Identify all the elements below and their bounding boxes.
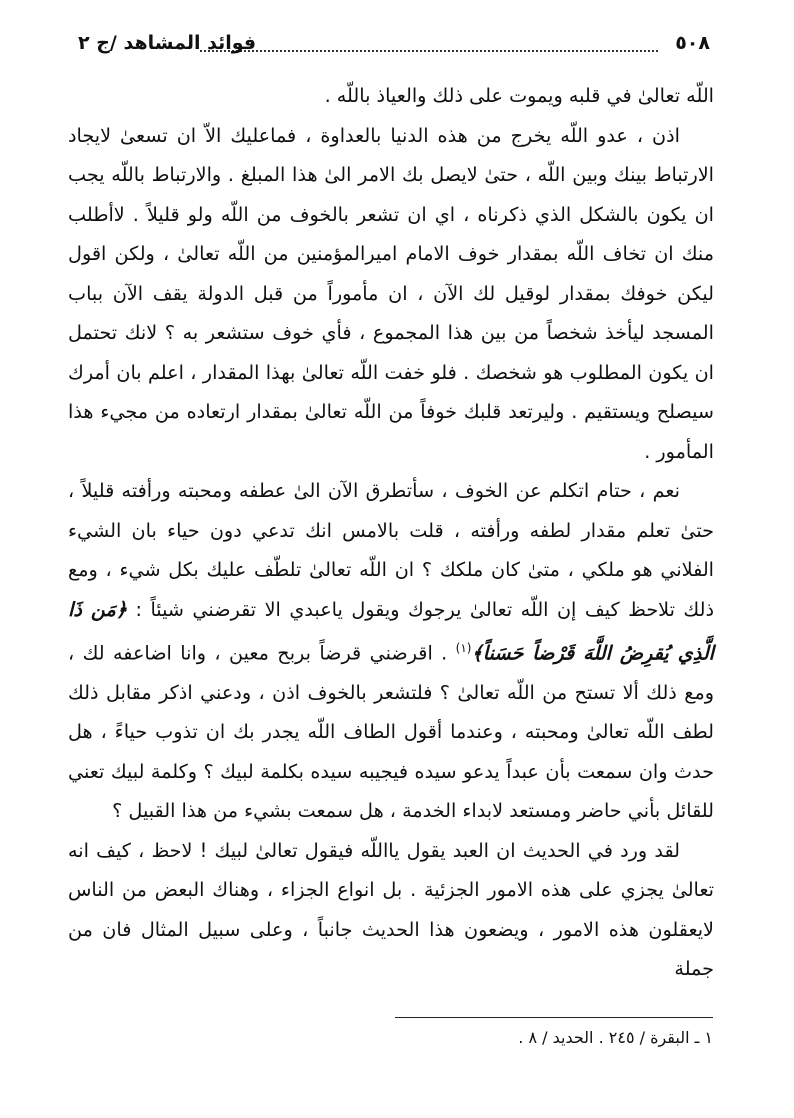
paragraph-text: نعم ، حتام اتكلم عن الخوف ، سأتطرق الآن الىٰ عطفه ومحبته ورأفته قليلاً ، حتىٰ تعلم مقدار لطفه ورأفته ، قلت بالامس انك تدعي دون حياء بان الشيء الفلاني هو ملكي ، متىٰ كان ملكك ؟ ان اللّه تعالىٰ تلطّف عليك بكل شيء ، ومع ذلك تلاحظ كيف إن اللّه تعالىٰ يرجوك ويقول ياعبدي الا تقرضني شيئاً :: [68, 479, 714, 621]
paragraph-text: . اقرضني قرضاً بربح معين ، وانا اضاعفه لك ، ومع ذلك ألا تستح من اللّه تعالىٰ ؟ فلتشعر بالخوف اذن ، ودعني اذكر مقابل ذلك لطف اللّه تعالىٰ ومحبته ، وعندما أقول الطاف اللّه يجدر بك ان تذوب حياءً ، هل حدث وان سمعت بأن عبداً يدعو سيده فيجيبه سيده بكلمة لبيك ؟ وكلمة لبيك تعني للقائل بأني حاضر ومستعد لابداء الخدمة ، هل سمعت بشيء من هذا القبيل ؟: [68, 641, 714, 823]
paragraph: اللّه تعالىٰ في قلبه ويموت على ذلك والعياذ باللّه .: [324, 84, 714, 107]
paragraph: [68, 471, 714, 831]
page-header: [78, 30, 710, 64]
footnote-divider: [395, 1017, 713, 1018]
quran-verse: ﴿مَن ذَا الَّذِي يُقرِضُ اللَّهَ قَرْضاً حَسَناً﴾: [68, 597, 714, 665]
page-number: ٥٠٨: [675, 32, 710, 54]
paragraph: اذن ، عدو اللّه يخرج من هذه الدنيا بالعداوة ، فماعليك الاّ ان تسعىٰ لايجاد الارتباط بينك وبين اللّه ، حتىٰ لايصل بك الامر الىٰ هذا المبلغ . والارتباط باللّه يجب ان يكون بالشكل الذي ذكرناه ، اي ان تشعر بالخوف من اللّه ولو قليلاً . لاأطلب منك ان تخاف اللّه بمقدار خوف الامام اميرالمؤمنين من اللّه تعالىٰ ، ولكن اقول ليكن خوفك بمقدار لوقيل لك الآن ، ان مأموراً من قبل الدولة يقف الآن بباب المسجد ليأخذ شخصاً من بين هذا المجموع ، فأي خوف ستشعر به ؟ لانك تحتمل ان يكون المطلوب هو شخصك . فلو خفت اللّه تعالىٰ بهذا المقدار ، اعلم بان أمرك سيصلح ويستقيم . وليرتعد قلبك خوفاً من اللّه تعالىٰ بمقدار ارتعاده من مجيء هذا المأمور .: [68, 123, 714, 463]
footnote-reference[interactable]: (١): [455, 641, 472, 655]
running-title: فوائد المشاهد /ج ٢: [78, 32, 257, 54]
body-text: [68, 76, 714, 989]
paragraph: لقد ورد في الحديث ان العبد يقول يااللّه فيقول تعالىٰ لبيك ! لاحظ ، كيف انه تعالىٰ يجزي على هذه الامور الجزئية . بل انواع الجزاء ، وهناك البعض من الناس لايعقلون هذه الامور ، ويضعون هذا الحديث جانباً ، وعلى سبيل المثال فان من جملة: [68, 838, 714, 981]
header-dotted-leader: [200, 50, 658, 52]
footnote: ١ ـ البقرة / ٢٤٥ . الحديد / ٨ .: [518, 1028, 713, 1047]
